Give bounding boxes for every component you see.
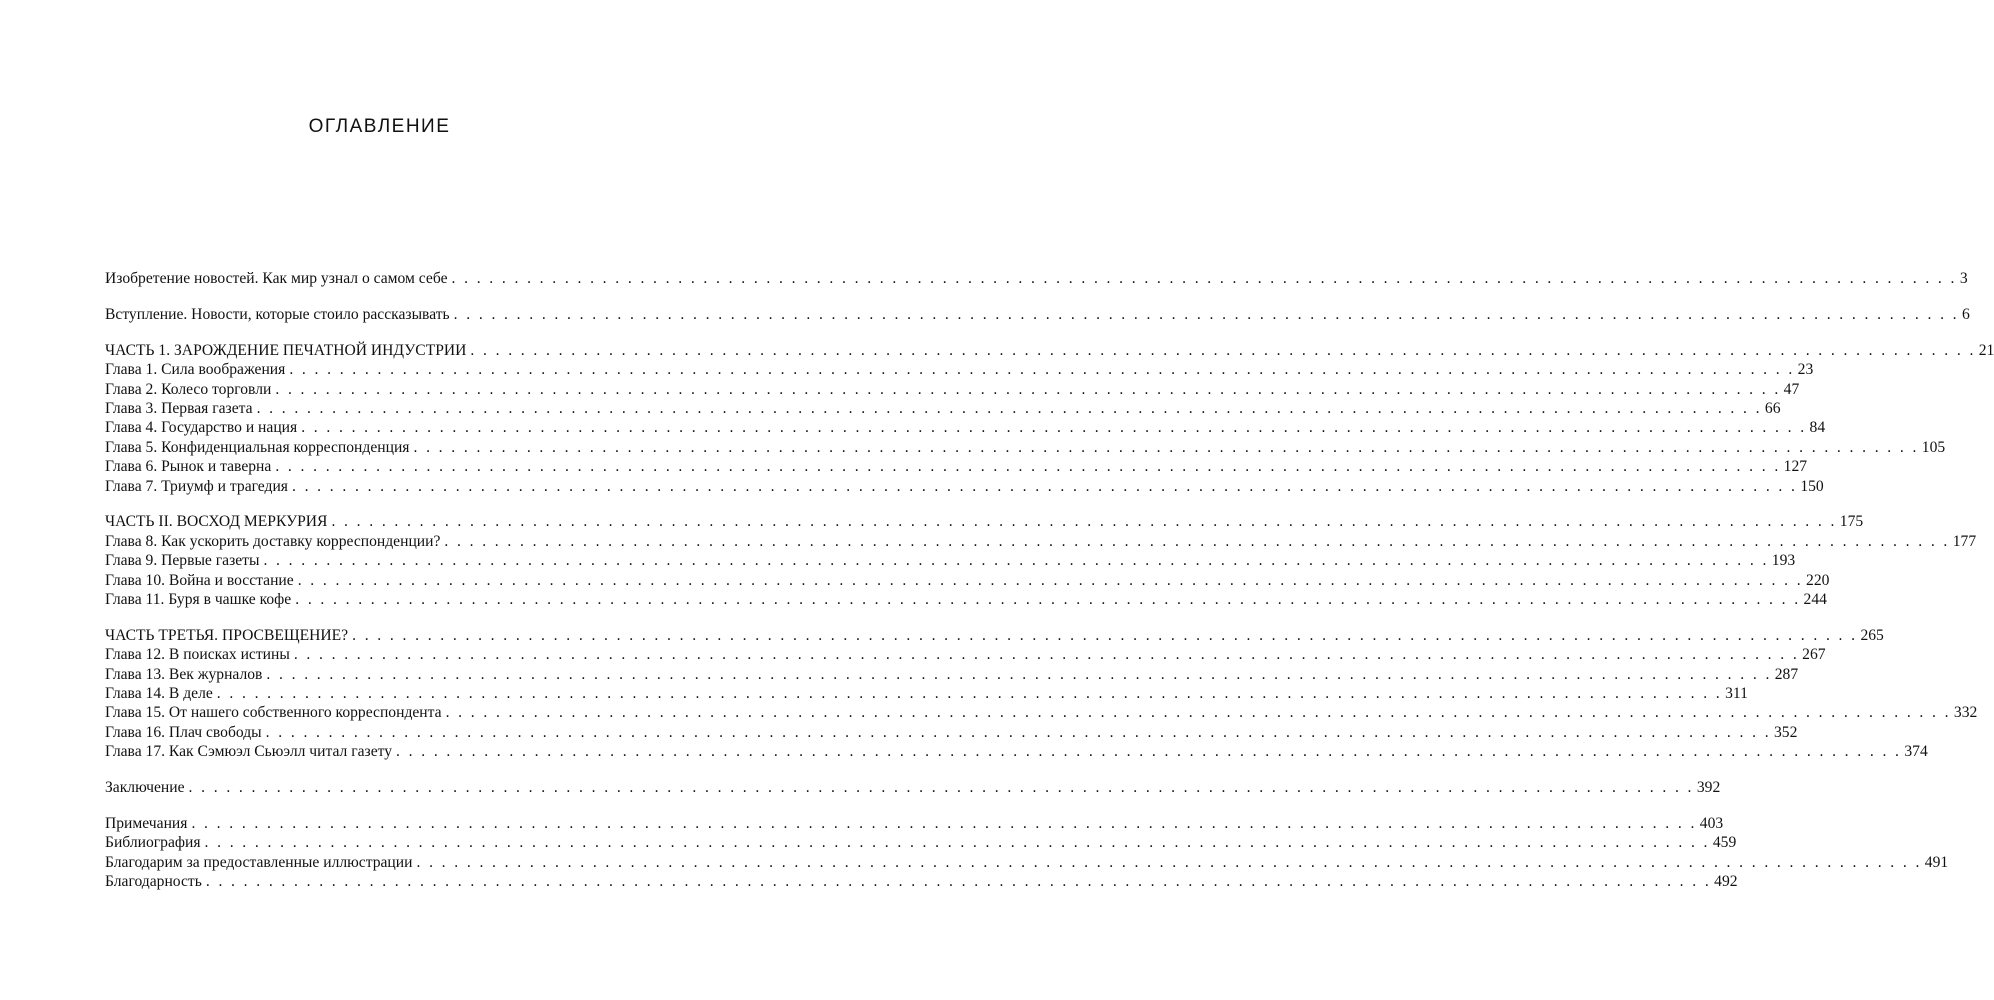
dot-leader: . . . . . . . . . . . . . . . . . . . . . . . . . . . . . . . . . . . . . . . . . . . . . . . . . . . . . . . . . . . . . . . . . . . . . . . . . . . . . . . . . . . . . . . . . . . . . . . . . . . . . . . . . . . . . . . . . . . . . . . .	[445, 704, 1951, 722]
toc-entry-label: Глава 1. Сила воображения	[105, 361, 286, 379]
toc-entry-page: 47	[1783, 380, 1800, 398]
toc-entry[interactable]	[105, 665, 1799, 684]
toc-entry-label: Глава 9. Первые газеты	[105, 552, 260, 570]
toc-entry-page: 491	[1924, 853, 1949, 871]
dot-leader: . . . . . . . . . . . . . . . . . . . . . . . . . . . . . . . . . . . . . . . . . . . . . . . . . . . . . . . . . . . . . . . . . . . . . . . . . . . . . . . . . . . . . . . . . . . . . . . . . . . . . . . . . . . . . . . . . . . . . . . .	[293, 646, 1800, 664]
toc-entry-label: ЧАСТЬ ТРЕТЬЯ. ПРОСВЕЩЕНИЕ?	[105, 626, 349, 644]
toc-section	[105, 778, 1721, 797]
toc-entry[interactable]	[105, 532, 1977, 551]
toc-entry-page: 392	[1696, 779, 1721, 797]
toc-entry[interactable]	[105, 590, 1827, 609]
toc-entry-page: 352	[1774, 723, 1798, 741]
dot-leader: . . . . . . . . . . . . . . . . . . . . . . . . . . . . . . . . . . . . . . . . . . . . . . . . . . . . . . . . . . . . . . . . . . . . . . . . . . . . . . . . . . . . . . . . . . . . . . . . . . . . . . . . . . . . . . . . . . . . . . . .	[263, 552, 1769, 570]
toc-entry[interactable]	[105, 833, 1737, 852]
toc-entry[interactable]	[105, 684, 1748, 703]
toc-entry-label: Библиография	[105, 834, 201, 852]
toc-entry-label: Глава 17. Как Сэмюэл Сьюэлл читал газету	[105, 743, 393, 761]
toc-entry[interactable]	[105, 477, 1824, 496]
toc-entry-label: Вступление. Новости, которые стоило рассказывать	[105, 305, 450, 323]
toc-entry-page: 492	[1714, 873, 1738, 891]
toc-entry-label: Глава 11. Буря в чашке кофе	[105, 590, 292, 608]
toc-entry-page: 177	[1952, 532, 1977, 550]
toc-entry-page: 6	[1961, 305, 1970, 323]
toc-entry-label: Глава 5. Конфиденциальная корреспонденция	[105, 438, 410, 456]
toc-entry-page: 374	[1904, 743, 1928, 761]
toc-entry[interactable]	[105, 341, 1994, 360]
toc-entry[interactable]	[105, 269, 1968, 288]
toc-entry[interactable]	[105, 723, 1798, 742]
toc-entry[interactable]	[105, 457, 1808, 476]
dot-leader: . . . . . . . . . . . . . . . . . . . . . . . . . . . . . . . . . . . . . . . . . . . . . . . . . . . . . . . . . . . . . . . . . . . . . . . . . . . . . . . . . . . . . . . . . . . . . . . . . . . . . . . . . . . . . . . . . . . . . . . .	[301, 419, 1807, 437]
toc-entry[interactable]	[105, 853, 1949, 872]
dot-leader: . . . . . . . . . . . . . . . . . . . . . . . . . . . . . . . . . . . . . . . . . . . . . . . . . . . . . . . . . . . . . . . . . . . . . . . . . . . . . . . . . . . . . . . . . . . . . . . . . . . . . . . . . . . . . . . . . . . . . . . .	[275, 380, 1781, 398]
dot-leader: . . . . . . . . . . . . . . . . . . . . . . . . . . . . . . . . . . . . . . . . . . . . . . . . . . . . . . . . . . . . . . . . . . . . . . . . . . . . . . . . . . . . . . . . . . . . . . . . . . . . . . . . . . . . . . . . . . . . . . . .	[291, 477, 1798, 495]
toc-section	[105, 512, 1977, 609]
toc-entry[interactable]	[105, 380, 1800, 399]
dot-leader: . . . . . . . . . . . . . . . . . . . . . . . . . . . . . . . . . . . . . . . . . . . . . . . . . . . . . . . . . . . . . . . . . . . . . . . . . . . . . . . . . . . . . . . . . . . . . . . . . . . . . . . . . . . . . . . . . . . . . . . .	[396, 743, 1902, 761]
toc-entry-label: Глава 10. Война и восстание	[105, 571, 294, 589]
toc-entry[interactable]	[105, 778, 1721, 797]
dot-leader: . . . . . . . . . . . . . . . . . . . . . . . . . . . . . . . . . . . . . . . . . . . . . . . . . . . . . . . . . . . . . . . . . . . . . . . . . . . . . . . . . . . . . . . . . . . . . . . . . . . . . . . . . . . . . . . . . . . . . . . .	[295, 590, 1801, 608]
dot-leader: . . . . . . . . . . . . . . . . . . . . . . . . . . . . . . . . . . . . . . . . . . . . . . . . . . . . . . . . . . . . . . . . . . . . . . . . . . . . . . . . . . . . . . . . . . . . . . . . . . . . . . . . . . . . . . . . . . . . . . . .	[275, 458, 1781, 476]
toc-entry[interactable]	[105, 305, 1970, 324]
toc-entry-page: 193	[1771, 552, 1796, 570]
toc-entry[interactable]	[105, 512, 1864, 531]
toc-entry-page: 21	[1978, 341, 1994, 359]
page-title: ОГЛАВЛЕНИЕ	[308, 116, 451, 137]
dot-leader: . . . . . . . . . . . . . . . . . . . . . . . . . . . . . . . . . . . . . . . . . . . . . . . . . . . . . . . . . . . . . . . . . . . . . . . . . . . . . . . . . . . . . . . . . . . . . . . . . . . . . . . . . . . . . . . . . . . . . . . .	[352, 626, 1858, 644]
toc-entry-page: 244	[1803, 590, 1827, 608]
toc-entry[interactable]	[105, 742, 1928, 761]
dot-leader: . . . . . . . . . . . . . . . . . . . . . . . . . . . . . . . . . . . . . . . . . . . . . . . . . . . . . . . . . . . . . . . . . . . . . . . . . . . . . . . . . . . . . . . . . . . . . . . . . . . . . . . . . . . . . . . . . . . . . . . .	[266, 665, 1772, 683]
toc-entry-page: 3	[1959, 270, 1968, 287]
toc-entry[interactable]	[105, 399, 1781, 418]
section-gap	[105, 797, 625, 814]
toc-entry-page: 150	[1800, 477, 1824, 495]
toc-entry-label: Глава 3. Первая газета	[105, 399, 253, 417]
toc-entry-label: Глава 4. Государство и нация	[105, 419, 298, 437]
toc-entry-label: Благодарим за предоставленные иллюстрации	[105, 853, 413, 871]
toc-entry-page: 265	[1860, 626, 1884, 644]
dot-leader: . . . . . . . . . . . . . . . . . . . . . . . . . . . . . . . . . . . . . . . . . . . . . . . . . . . . . . . . . . . . . . . . . . . . . . . . . . . . . . . . . . . . . . . . . . . . . . . . . . . . . . . . . . . . . . . . . . . . . . . .	[191, 814, 1697, 832]
toc-section	[105, 341, 1994, 496]
toc-entry-label: Глава 2. Колесо торговли	[105, 380, 272, 398]
toc-entry-label: Глава 7. Триумф и трагедия	[105, 477, 288, 495]
toc-entry-page: 127	[1783, 458, 1808, 476]
toc-entry-page: 220	[1806, 571, 1830, 589]
toc-section	[105, 814, 1949, 892]
toc-entry[interactable]	[105, 645, 1826, 664]
toc-entry-page: 311	[1725, 685, 1748, 703]
toc-entry-label: Глава 6. Рынок и таверна	[105, 458, 272, 476]
toc-entry[interactable]	[105, 703, 1978, 722]
toc-entry-label: Глава 12. В поисках истины	[105, 646, 290, 664]
dot-leader: . . . . . . . . . . . . . . . . . . . . . . . . . . . . . . . . . . . . . . . . . . . . . . . . . . . . . . . . . . . . . . . . . . . . . . . . . . . . . . . . . . . . . . . . . . . . . . . . . . . . . . . . . . . . . . . . . . . . . . . .	[265, 723, 1771, 741]
toc-entry-label: Глава 8. Как ускорить доставку корреспонденции?	[105, 532, 441, 550]
toc-entry-label: Благодарность	[105, 873, 202, 891]
toc-entry-page: 84	[1809, 419, 1826, 437]
toc-entry-page: 105	[1921, 438, 1946, 456]
toc-entry[interactable]	[105, 814, 1724, 833]
dot-leader: . . . . . . . . . . . . . . . . . . . . . . . . . . . . . . . . . . . . . . . . . . . . . . . . . . . . . . . . . . . . . . . . . . . . . . . . . . . . . . . . . . . . . . . . . . . . . . . . . . . . . . . . . . . . . . . . . . . . . . . .	[256, 399, 1762, 417]
toc-entry[interactable]	[105, 438, 1946, 457]
toc-entry-label: Заключение	[105, 779, 185, 797]
dot-leader: . . . . . . . . . . . . . . . . . . . . . . . . . . . . . . . . . . . . . . . . . . . . . . . . . . . . . . . . . . . . . . . . . . . . . . . . . . . . . . . . . . . . . . . . . . . . . . . . . . . . . . . . . . . . . . . . . . . . . . . .	[204, 834, 1710, 852]
dot-leader: . . . . . . . . . . . . . . . . . . . . . . . . . . . . . . . . . . . . . . . . . . . . . . . . . . . . . . . . . . . . . . . . . . . . . . . . . . . . . . . . . . . . . . . . . . . . . . . . . . . . . . . . . . . . . . . . . . . . . . . .	[470, 341, 1976, 359]
dot-leader: . . . . . . . . . . . . . . . . . . . . . . . . . . . . . . . . . . . . . . . . . . . . . . . . . . . . . . . . . . . . . . . . . . . . . . . . . . . . . . . . . . . . . . . . . . . . . . . . . . . . . . . . . . . . . . . . . . . . . . . .	[297, 571, 1804, 589]
toc-entry[interactable]	[105, 872, 1738, 891]
toc-entry[interactable]	[105, 551, 1796, 570]
toc-entry-label: ЧАСТЬ 1. ЗАРОЖДЕНИЕ ПЕЧАТНОЙ ИНДУСТРИИ	[105, 341, 467, 359]
section-gap	[105, 288, 625, 305]
section-gap	[105, 609, 625, 626]
toc-entry[interactable]	[105, 626, 1884, 645]
toc-section	[105, 626, 1978, 762]
toc-entry-label: ЧАСТЬ II. ВОСХОД МЕРКУРИЯ	[105, 513, 328, 531]
toc-entry[interactable]	[105, 360, 1814, 379]
dot-leader: . . . . . . . . . . . . . . . . . . . . . . . . . . . . . . . . . . . . . . . . . . . . . . . . . . . . . . . . . . . . . . . . . . . . . . . . . . . . . . . . . . . . . . . . . . . . . . . . . . . . . . . . . . . . . . . . . . . . . . . .	[289, 361, 1795, 379]
dot-leader: . . . . . . . . . . . . . . . . . . . . . . . . . . . . . . . . . . . . . . . . . . . . . . . . . . . . . . . . . . . . . . . . . . . . . . . . . . . . . . . . . . . . . . . . . . . . . . . . . . . . . . . . . . . . . . . . . . . . . . . .	[216, 685, 1723, 703]
toc-entry-page: 175	[1839, 513, 1864, 531]
toc-entry-label: Глава 16. Плач свободы	[105, 723, 262, 741]
toc-entry[interactable]	[105, 418, 1826, 437]
dot-leader: . . . . . . . . . . . . . . . . . . . . . . . . . . . . . . . . . . . . . . . . . . . . . . . . . . . . . . . . . . . . . . . . . . . . . . . . . . . . . . . . . . . . . . . . . . . . . . . . . . . . . . . . . . . . . . . . . . . . . . . .	[413, 438, 1919, 456]
dot-leader: . . . . . . . . . . . . . . . . . . . . . . . . . . . . . . . . . . . . . . . . . . . . . . . . . . . . . . . . . . . . . . . . . . . . . . . . . . . . . . . . . . . . . . . . . . . . . . . . . . . . . . . . . . . . . . . . . . . . . . . .	[188, 779, 1694, 797]
toc-entry-page: 287	[1774, 665, 1799, 683]
dot-leader: . . . . . . . . . . . . . . . . . . . . . . . . . . . . . . . . . . . . . . . . . . . . . . . . . . . . . . . . . . . . . . . . . . . . . . . . . . . . . . . . . . . . . . . . . . . . . . . . . . . . . . . . . . . . . . . . . . . . . . . .	[205, 873, 1712, 891]
toc-entry-page: 332	[1953, 704, 1978, 722]
toc-section	[105, 305, 1970, 324]
toc-entry[interactable]	[105, 571, 1830, 590]
toc-entry-label: Глава 13. Век журналов	[105, 665, 263, 683]
dot-leader: . . . . . . . . . . . . . . . . . . . . . . . . . . . . . . . . . . . . . . . . . . . . . . . . . . . . . . . . . . . . . . . . . . . . . . . . . . . . . . . . . . . . . . . . . . . . . . . . . . . . . . . . . . . . . . . . . . . . . . . .	[453, 305, 1959, 323]
dot-leader: . . . . . . . . . . . . . . . . . . . . . . . . . . . . . . . . . . . . . . . . . . . . . . . . . . . . . . . . . . . . . . . . . . . . . . . . . . . . . . . . . . . . . . . . . . . . . . . . . . . . . . . . . . . . . . . . . . . . . . . .	[444, 532, 1950, 550]
dot-leader: . . . . . . . . . . . . . . . . . . . . . . . . . . . . . . . . . . . . . . . . . . . . . . . . . . . . . . . . . . . . . . . . . . . . . . . . . . . . . . . . . . . . . . . . . . . . . . . . . . . . . . . . . . . . . . . . . . . . . . . .	[416, 853, 1922, 871]
toc-entry-label: Примечания	[105, 814, 188, 832]
toc-entry-page: 267	[1802, 646, 1826, 664]
section-gap	[105, 762, 625, 779]
toc-entry-page: 403	[1699, 814, 1724, 832]
toc-entry-label: Глава 14. В деле	[105, 685, 213, 703]
section-gap	[105, 496, 625, 513]
toc-entry-page: 66	[1764, 399, 1781, 417]
dot-leader: . . . . . . . . . . . . . . . . . . . . . . . . . . . . . . . . . . . . . . . . . . . . . . . . . . . . . . . . . . . . . . . . . . . . . . . . . . . . . . . . . . . . . . . . . . . . . . . . . . . . . . . . . . . . . . . . . . . . . . . .	[331, 513, 1837, 531]
dot-leader: . . . . . . . . . . . . . . . . . . . . . . . . . . . . . . . . . . . . . . . . . . . . . . . . . . . . . . . . . . . . . . . . . . . . . . . . . . . . . . . . . . . . . . . . . . . . . . . . . . . . . . . . . . . . . . . . . . . . . . . .	[451, 270, 1957, 287]
toc-entry-label: Изобретение новостей. Как мир узнал о самом себе	[105, 270, 448, 287]
toc-section	[105, 269, 1968, 288]
toc-entry-page: 459	[1712, 834, 1737, 852]
toc-entry-page: 23	[1797, 361, 1814, 379]
section-gap	[105, 324, 625, 341]
toc-entry-label: Глава 15. От нашего собственного корреспондента	[105, 704, 442, 722]
table-of-contents	[105, 269, 1994, 892]
